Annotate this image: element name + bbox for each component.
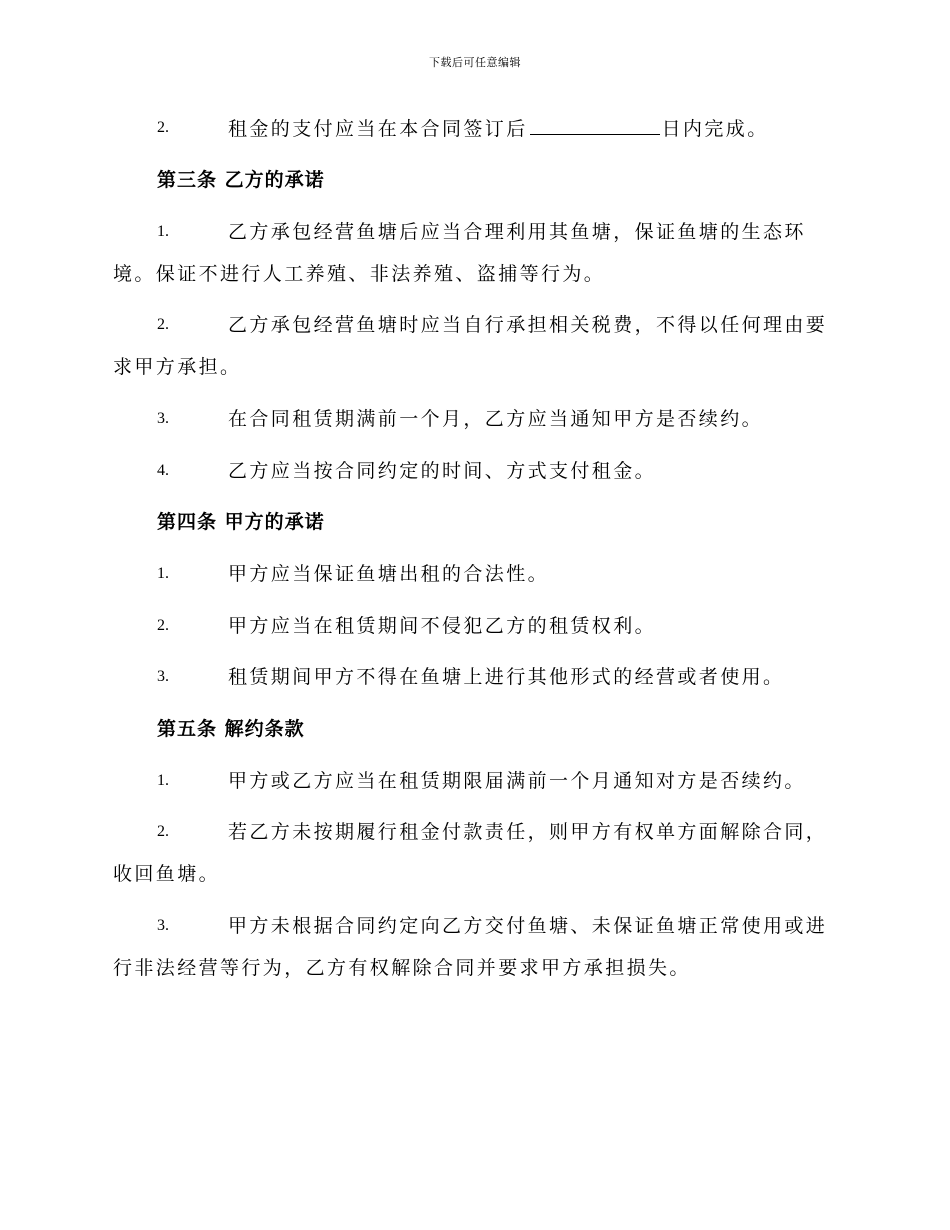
section-heading: 第四条 甲方的承诺 [157, 511, 325, 533]
item-text: 甲方未根据合同约定向乙方交付鱼塘、未保证鱼塘正常使用或进 [228, 915, 828, 937]
item-number: 1. [157, 565, 169, 582]
item-number: 4. [157, 462, 169, 479]
item-number: 1. [157, 772, 169, 789]
item-text: 乙方应当按合同约定的时间、方式支付租金。 [228, 460, 657, 482]
blank-field [530, 116, 660, 135]
item-text: 甲方应当在租赁期间不侵犯乙方的租赁权利。 [228, 615, 657, 637]
item-text-before: 租金的支付应当在本合同签订后 [228, 118, 528, 140]
item-number: 1. [157, 223, 169, 240]
item-text-continued: 境。保证不进行人工养殖、非法养殖、盗捕等行为。 [113, 263, 606, 285]
item-text-continued: 求甲方承担。 [113, 356, 242, 378]
item-number: 2. [157, 617, 169, 634]
item-text: 乙方承包经营鱼塘时应当自行承担相关税费，不得以任何理由要 [228, 314, 828, 336]
item-text: 甲方应当保证鱼塘出租的合法性。 [228, 563, 550, 585]
item-text: 乙方承包经营鱼塘后应当合理利用其鱼塘，保证鱼塘的生态环 [228, 221, 806, 243]
item-text: 甲方或乙方应当在租赁期限届满前一个月通知对方是否续约。 [228, 770, 806, 792]
item-number: 2. [157, 316, 169, 333]
item-number: 3. [157, 668, 169, 685]
item-number: 3. [157, 917, 169, 934]
section-heading: 第三条 乙方的承诺 [157, 169, 325, 191]
item-text-continued: 收回鱼塘。 [113, 863, 221, 885]
item-text-continued: 行非法经营等行为，乙方有权解除合同并要求甲方承担损失。 [113, 957, 691, 979]
item-number: 2. [157, 823, 169, 840]
page-header: 下载后可任意编辑 [429, 56, 521, 69]
item-number: 3. [157, 410, 169, 427]
item-text-after: 日内完成。 [661, 118, 769, 140]
item-text: 若乙方未按期履行租金付款责任，则甲方有权单方面解除合同， [228, 821, 828, 843]
item-text: 租赁期间甲方不得在鱼塘上进行其他形式的经营或者使用。 [228, 666, 785, 688]
section-heading: 第五条 解约条款 [157, 718, 305, 740]
item-text: 在合同租赁期满前一个月，乙方应当通知甲方是否续约。 [228, 408, 764, 430]
item-number: 2. [157, 119, 169, 136]
item-text [228, 116, 769, 141]
